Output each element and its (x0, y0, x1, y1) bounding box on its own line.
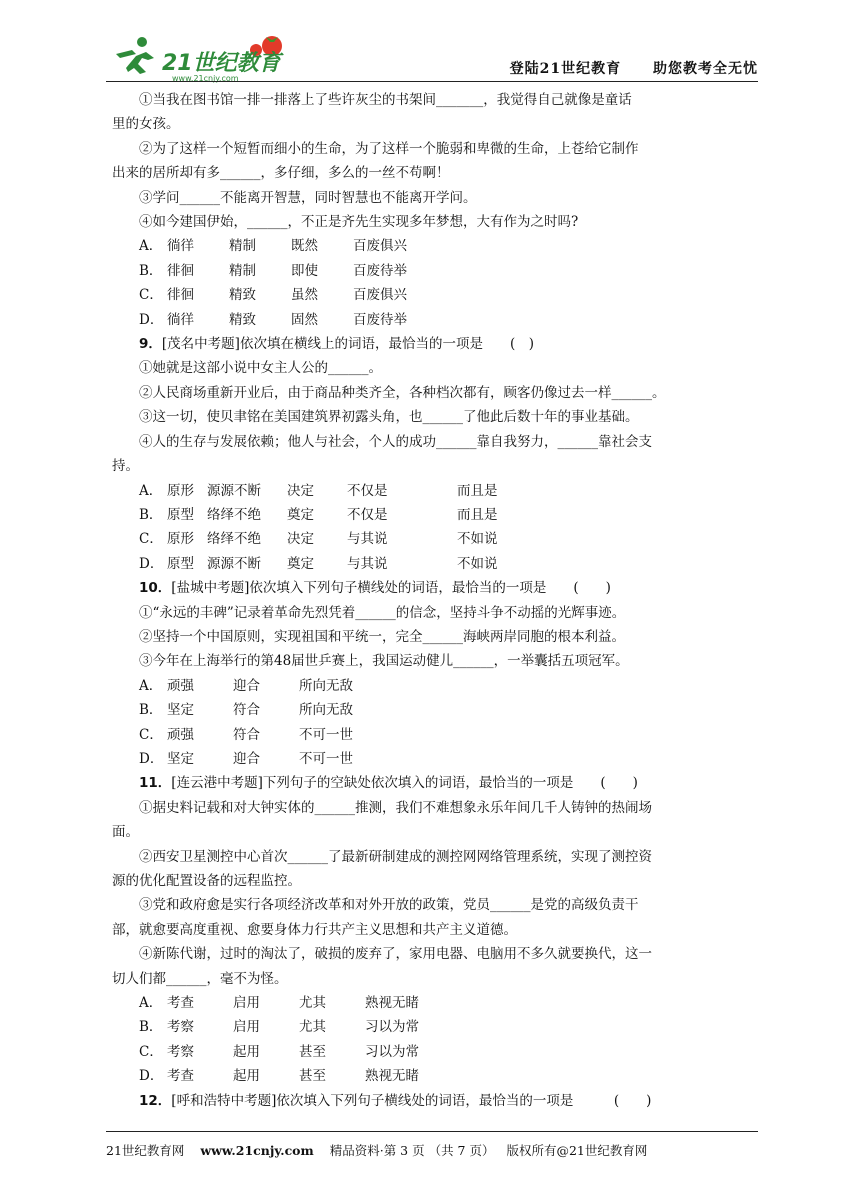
q8-sentence-2a: ②为了这样一个短暂而细小的生命，为了这样一个脆弱和卑微的生命，上苍给它制作 (139, 140, 639, 157)
q9-sentence-3: ③这一切，使贝聿铭在美国建筑界初露头角，也______了他此后数十年的事业基础。 (139, 409, 639, 426)
header-slogan (510, 58, 758, 78)
q11-option-c: C． 考察 起用 甚至 习以为常 (139, 1043, 419, 1060)
q9-sentence-4b: 持。 (112, 458, 139, 475)
q11-sentence-2a: ②西安卫星测控中心首次______了最新研制建成的测控网网络管理系统，实现了测控资 (139, 848, 652, 865)
q8-option-b: B． 徘徊 精制 即使 百废待举 (139, 262, 407, 279)
slogan-left: 登陆21世纪教育 (509, 61, 622, 77)
footer-url[interactable]: www.21cnjy.com (200, 1143, 314, 1158)
logo-text: 21世纪教育 (162, 51, 281, 76)
q10-option-d: D． 坚定 迎合 不可一世 (139, 750, 353, 767)
q10-option-c: C． 顽强 符合 不可一世 (139, 726, 353, 743)
footer-page: 精品资料·第 3 页 （共 7 页） (329, 1143, 495, 1158)
q11-sentence-1b: 面。 (112, 824, 139, 841)
q9-sentence-4a: ④人的生存与发展依赖；他人与社会，个人的成功______靠自我努力，______靠社会支 (139, 433, 652, 450)
q8-sentence-3: ③学问______不能离开智慧，同时智慧也不能离开学问。 (139, 189, 477, 206)
site-logo (106, 28, 306, 84)
footer-divider (106, 1131, 758, 1132)
q8-option-d: D． 徜徉 精致 固然 百废待举 (139, 311, 407, 328)
q9-option-c: C． 原形 络绎不绝 决定 与其说 不如说 (139, 531, 498, 548)
q11-sentence-1a: ①据史料记载和对大钟实体的______推测，我们不难想象永乐年间几千人铸钟的热闹场 (139, 799, 652, 816)
q8-sentence-4: ④如今建国伊始，______，不正是齐先生实现多年梦想，大有作为之时吗? (139, 214, 579, 231)
q8-sentence-1a: ①当我在图书馆一排一排落上了些许灰尘的书架间_______，我觉得自己就像是童话 (139, 92, 632, 108)
header-divider (106, 81, 758, 82)
q8-sentence-1b: 里的女孩。 (112, 116, 180, 133)
q9-sentence-1: ①她就是这部小说中女主人公的______。 (139, 360, 382, 377)
q10-option-a: A． 顽强 迎合 所向无敌 (139, 677, 353, 694)
logo-url: www.21cnjy.com (172, 74, 239, 83)
q11-stem: 11．[连云港中考题]下列句子的空缺处依次填入的词语，最恰当的一项是 ( ) (139, 775, 638, 792)
slogan-right: 助您教考全无忧 (653, 61, 758, 77)
q9-sentence-2: ②人民商场重新开业后，由于商品种类齐全，各种档次都有，顾客仍像过去一样______。 (139, 384, 666, 401)
page-footer (106, 1141, 758, 1159)
q10-sentence-2: ②坚持一个中国原则，实现祖国和平统一，完全______海峡两岸同胞的根本利益。 (139, 628, 625, 645)
q9-stem: 9．[茂名中考题]依次填在横线上的词语，最恰当的一项是 ( ) (139, 336, 534, 353)
q9-option-a: A． 原形 源源不断 决定 不仅是 而且是 (139, 482, 498, 499)
page-content (112, 88, 758, 1113)
q11-sentence-4a: ④新陈代谢，过时的淘汰了，破损的废弃了，家用电器、电脑用不多久就要换代，这一 (139, 946, 652, 963)
q10-stem: 10．[盐城中考题]依次填入下列句子横线处的词语，最恰当的一项是 ( ) (139, 580, 611, 597)
q12-stem: 12．[呼和浩特中考题]依次填入下列句子横线处的词语，最恰当的一项是 ( ) (139, 1092, 652, 1109)
q8-option-c: C． 徘徊 精致 虽然 百废俱兴 (139, 287, 407, 304)
q11-sentence-2b: 源的优化配置设备的远程监控。 (112, 873, 301, 889)
q10-sentence-3: ③今年在上海举行的第48届世乒赛上，我国运动健儿______，一举囊括五项冠军。 (139, 653, 629, 670)
q9-option-d: D． 原型 源源不断 奠定 与其说 不如说 (139, 555, 498, 572)
page-header (106, 28, 758, 84)
q10-option-b: B． 坚定 符合 所向无敌 (139, 702, 353, 719)
q11-sentence-4b: 切人们都______，毫不为怪。 (112, 970, 288, 987)
q8-option-a: A． 徜徉 精制 既然 百废俱兴 (139, 238, 407, 255)
q11-option-b: B． 考察 启用 尤其 习以为常 (139, 1019, 419, 1036)
q11-sentence-3a: ③党和政府愈是实行各项经济改革和对外开放的政策，党员______是党的高级负责干 (139, 897, 639, 914)
footer-copyright: 版权所有@21世纪教育网 (506, 1143, 648, 1158)
q11-option-d: D． 考查 起用 甚至 熟视无睹 (139, 1068, 419, 1085)
q11-option-a: A． 考查 启用 尤其 熟视无睹 (139, 995, 419, 1012)
q9-option-b: B． 原型 络绎不绝 奠定 不仅是 而且是 (139, 506, 498, 523)
q8-sentence-2b: 出来的居所却有多______，多仔细，多么的一丝不苟啊！ (112, 165, 450, 182)
q10-sentence-1: ①“永远的丰碑”记录着革命先烈凭着______的信念，坚持斗争不动摇的光辉事迹。 (139, 604, 626, 621)
q11-sentence-3b: 部，就愈要高度重视、愈要身体力行共产主义思想和共产主义道德。 (112, 921, 517, 938)
footer-site: 21世纪教育网 (106, 1143, 185, 1158)
